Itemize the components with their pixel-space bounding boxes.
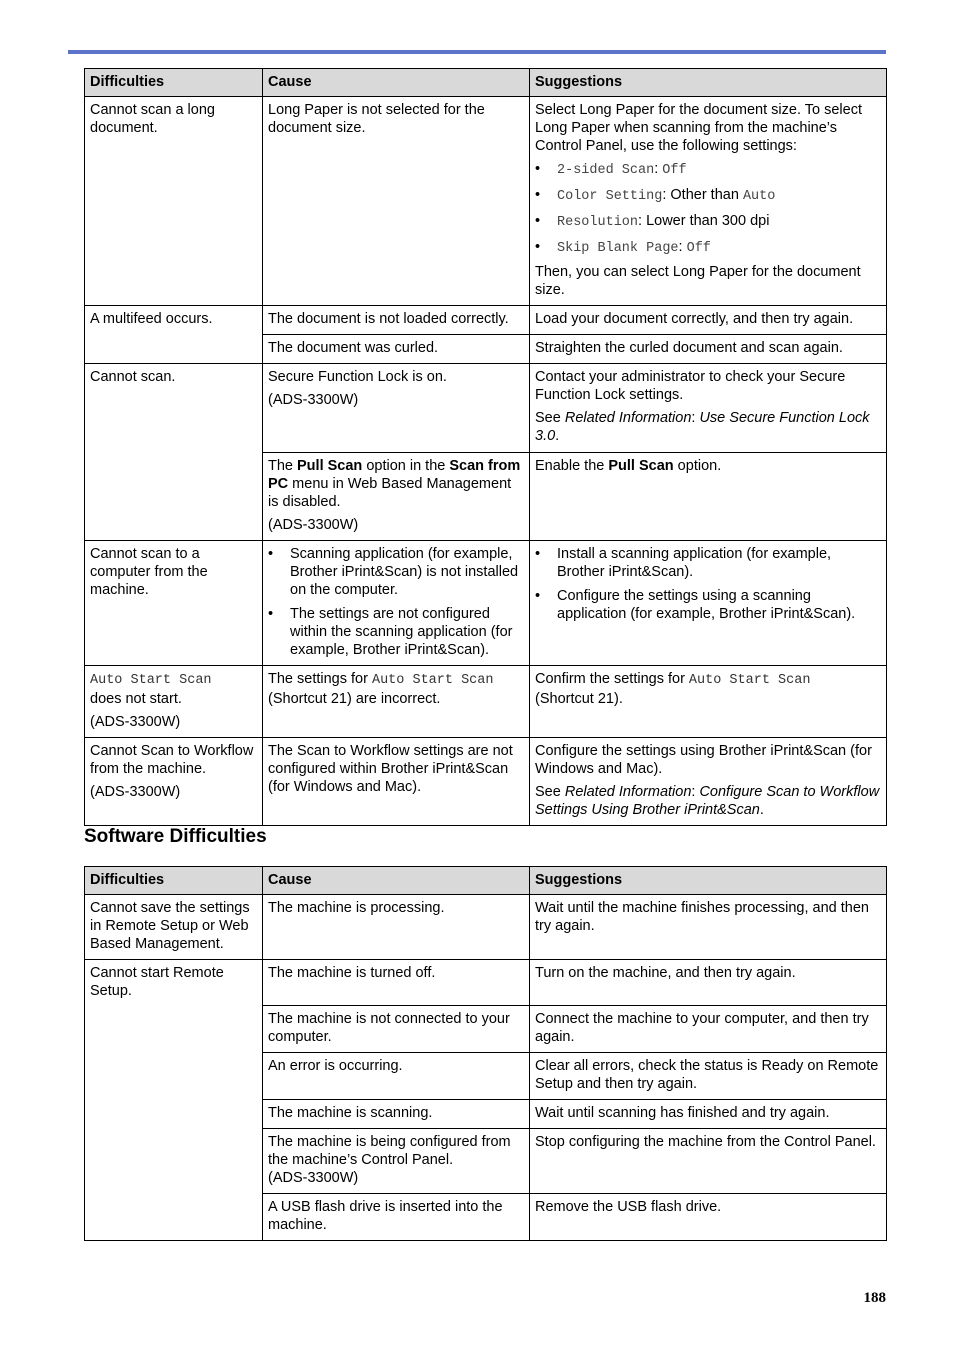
cause-cell bbox=[263, 541, 530, 666]
cause-cell bbox=[263, 666, 530, 738]
header-suggestions: Suggestions bbox=[530, 867, 887, 895]
list-item: • Scanning application (for example, Brother iPrint&Scan) is not installed on the computer. bbox=[268, 546, 519, 598]
difficulty-cell: Cannot scan. bbox=[85, 364, 263, 541]
cause-cell: The document is not loaded correctly. bbox=[263, 306, 530, 335]
list-item: • 2-sided Scan: Off bbox=[535, 161, 687, 178]
see-also bbox=[535, 409, 881, 445]
setting-name: Color Setting bbox=[557, 189, 663, 204]
list-item-text: Configure the settings using a scanning application (for example, Brother iPrint&Scan). bbox=[557, 588, 856, 622]
table-row bbox=[85, 666, 887, 738]
text-run: does not start. bbox=[90, 691, 182, 707]
list-item-text: Scanning application (for example, Brother iPrint&Scan) is not installed on the computer. bbox=[290, 546, 519, 598]
cause-text: Secure Function Lock is on. bbox=[268, 369, 447, 385]
suggestion-text: Configure the settings using Brother iPrint&Scan (for Windows and Mac). bbox=[535, 743, 872, 777]
suggestion-cell: Turn on the machine, and then try again. bbox=[530, 960, 887, 1006]
table-row bbox=[85, 541, 887, 666]
see-also bbox=[535, 783, 881, 819]
related-information-label: Related Information bbox=[564, 410, 692, 426]
setting-separator: : bbox=[654, 161, 663, 177]
text-run: Enable the bbox=[535, 458, 609, 474]
table-row bbox=[85, 960, 887, 1006]
see-end: . bbox=[555, 428, 560, 444]
suggestion-cell: Clear all errors, check the status is Ready on Remote Setup and then try again. bbox=[530, 1053, 887, 1100]
difficulty-cell: Cannot scan a long document. bbox=[85, 97, 263, 306]
see-end: . bbox=[759, 802, 764, 818]
suggestion-cell: Connect the machine to your computer, and then try again. bbox=[530, 1006, 887, 1053]
cause-cell: An error is occurring. bbox=[263, 1053, 530, 1100]
cause-cell: A USB flash drive is inserted into the machine. bbox=[263, 1194, 530, 1241]
text-run: Confirm the settings for bbox=[535, 671, 689, 687]
list-item-text: Install a scanning application (for example, Brother iPrint&Scan). bbox=[557, 546, 832, 580]
suggestion-cell bbox=[530, 541, 887, 666]
setting-value: Off bbox=[686, 241, 711, 256]
auto-start-scan-label: Auto Start Scan bbox=[688, 673, 811, 688]
setting-separator: : bbox=[678, 239, 687, 255]
header-difficulties: Difficulties bbox=[85, 69, 263, 97]
pull-scan-label: Pull Scan bbox=[297, 458, 363, 474]
related-link[interactable]: Use Secure Function Lock 3.0 bbox=[535, 410, 870, 444]
suggestion-cell: Wait until the machine finishes processing, and then try again. bbox=[530, 895, 887, 960]
section-title: Software Difficulties bbox=[84, 826, 267, 847]
related-link[interactable]: Configure Scan to Workflow Settings Using Brother iPrint&Scan bbox=[535, 784, 880, 818]
text-run: The bbox=[268, 458, 298, 474]
suggestion-text: Then, you can select Long Paper for the document size. bbox=[535, 264, 861, 298]
setting-name: 2-sided Scan bbox=[557, 163, 655, 178]
setting-separator: : Other than bbox=[662, 187, 743, 203]
setting-name: Skip Blank Page bbox=[557, 241, 679, 256]
difficulty-cell bbox=[85, 738, 263, 826]
list-item: • Resolution: Lower than 300 dpi bbox=[535, 213, 770, 230]
list-item: • Skip Blank Page: Off bbox=[535, 239, 711, 256]
list-item: • Install a scanning application (for example, Brother iPrint&Scan). bbox=[535, 546, 832, 580]
cause-cell: The machine is processing. bbox=[263, 895, 530, 960]
difficulty-cell: A multifeed occurs. bbox=[85, 306, 263, 364]
list-item: • The settings are not configured within the scanning application (for example, Brother iPrint&Scan). bbox=[268, 606, 513, 658]
see-label: See bbox=[535, 410, 565, 426]
setting-separator: : Lower than 300 dpi bbox=[638, 213, 770, 229]
cause-list bbox=[268, 545, 524, 659]
suggestion-cell bbox=[530, 738, 887, 826]
table-row bbox=[85, 895, 887, 960]
header-difficulties: Difficulties bbox=[85, 867, 263, 895]
cause-cell: The document was curled. bbox=[263, 335, 530, 364]
list-item-text: The settings are not configured within the scanning application (for example, Brother iPrint&Scan). bbox=[290, 606, 513, 658]
header-cause: Cause bbox=[263, 867, 530, 895]
suggestion-cell bbox=[530, 364, 887, 453]
settings-list bbox=[535, 160, 881, 258]
see-colon: : bbox=[691, 410, 700, 426]
text-run: (Shortcut 21) are incorrect. bbox=[268, 691, 441, 707]
pull-scan-label: Pull Scan bbox=[608, 458, 674, 474]
text-run: The settings for bbox=[268, 671, 372, 687]
cause-cell: The machine is not connected to your computer. bbox=[263, 1006, 530, 1053]
header-cause: Cause bbox=[263, 69, 530, 97]
model-note: (ADS-3300W) bbox=[268, 1170, 359, 1186]
cause-cell: The Scan to Workflow settings are not configured within Brother iPrint&Scan (for Windows and Mac). bbox=[263, 738, 530, 826]
see-colon: : bbox=[691, 784, 700, 800]
auto-start-scan-label: Auto Start Scan bbox=[371, 673, 494, 688]
cause-cell bbox=[263, 1129, 530, 1194]
suggestion-cell bbox=[530, 97, 887, 306]
model-note: (ADS-3300W) bbox=[90, 714, 181, 730]
software-difficulties-table bbox=[84, 866, 887, 1241]
text-run: option in the bbox=[362, 458, 450, 474]
difficulty-cell: Cannot save the settings in Remote Setup or Web Based Management. bbox=[85, 895, 263, 960]
suggestion-text: Contact your administrator to check your Secure Function Lock settings. bbox=[535, 369, 846, 403]
suggestion-list bbox=[535, 545, 881, 623]
table-row bbox=[85, 306, 887, 335]
cause-cell bbox=[263, 453, 530, 541]
suggestion-cell: Stop configuring the machine from the Control Panel. bbox=[530, 1129, 887, 1194]
table-row bbox=[85, 738, 887, 826]
text-run: option. bbox=[673, 458, 722, 474]
page-number: 188 bbox=[863, 1290, 886, 1306]
header-suggestions: Suggestions bbox=[530, 69, 887, 97]
difficulty-cell: Cannot scan to a computer from the machine. bbox=[85, 541, 263, 666]
cause-text: The machine is being configured from the machine’s Control Panel. bbox=[268, 1134, 511, 1168]
difficulty-text: Cannot Scan to Workflow from the machine. bbox=[90, 743, 254, 777]
scan-from-pc-label: Scan from PC bbox=[268, 458, 521, 492]
suggestion-cell: Wait until scanning has finished and try again. bbox=[530, 1100, 887, 1129]
suggestion-cell bbox=[530, 453, 887, 541]
model-note: (ADS-3300W) bbox=[268, 517, 359, 533]
table-row bbox=[85, 97, 887, 306]
list-item: • Configure the settings using a scanning application (for example, Brother iPrint&Scan). bbox=[535, 588, 856, 622]
text-run: (Shortcut 21). bbox=[535, 691, 623, 707]
table-header-row bbox=[85, 867, 887, 895]
table-row bbox=[85, 364, 887, 453]
model-note: (ADS-3300W) bbox=[90, 784, 181, 800]
suggestion-cell: Load your document correctly, and then try again. bbox=[530, 306, 887, 335]
cause-text bbox=[268, 457, 524, 511]
top-rule bbox=[68, 50, 886, 54]
setting-value: Auto bbox=[742, 189, 776, 204]
list-item: • Color Setting: Other than Auto bbox=[535, 187, 776, 204]
cause-cell: The machine is scanning. bbox=[263, 1100, 530, 1129]
cause-cell bbox=[263, 364, 530, 453]
suggestion-cell: Remove the USB flash drive. bbox=[530, 1194, 887, 1241]
difficulty-cell bbox=[85, 666, 263, 738]
setting-name: Resolution bbox=[557, 215, 639, 230]
difficulty-text bbox=[90, 670, 257, 708]
auto-start-scan-label: Auto Start Scan bbox=[90, 673, 212, 688]
text-run: menu in Web Based Management is disabled. bbox=[268, 476, 512, 510]
hardware-difficulties-table bbox=[84, 68, 887, 826]
suggestion-cell: Straighten the curled document and scan again. bbox=[530, 335, 887, 364]
table-header-row bbox=[85, 69, 887, 97]
difficulty-cell: Cannot start Remote Setup. bbox=[85, 960, 263, 1241]
model-note: (ADS-3300W) bbox=[268, 392, 359, 408]
related-information-label: Related Information bbox=[564, 784, 692, 800]
see-label: See bbox=[535, 784, 565, 800]
cause-cell: The machine is turned off. bbox=[263, 960, 530, 1006]
suggestion-cell bbox=[530, 666, 887, 738]
setting-value: Off bbox=[662, 163, 687, 178]
cause-cell: Long Paper is not selected for the document size. bbox=[263, 97, 530, 306]
suggestion-text: Select Long Paper for the document size. To select Long Paper when scanning from the machine’s Control Panel, use the following settings: bbox=[535, 102, 862, 154]
